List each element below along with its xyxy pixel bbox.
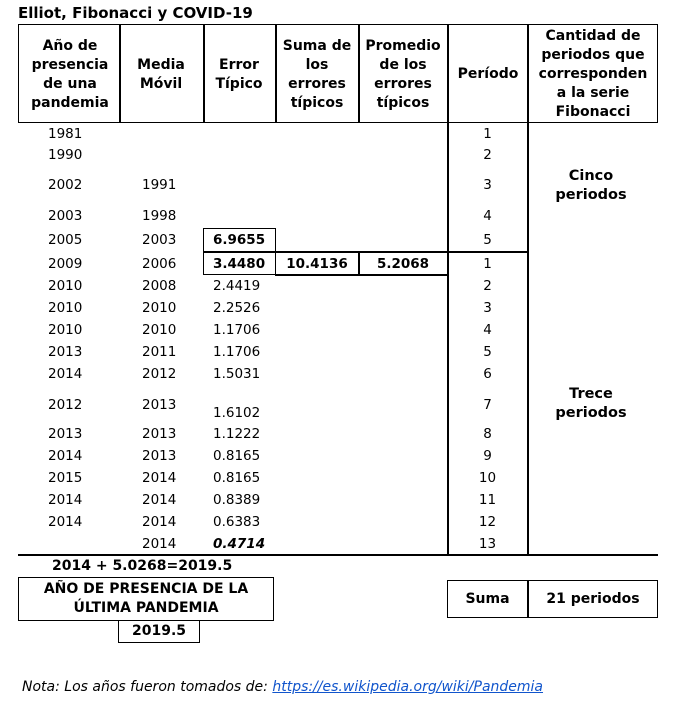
cell-year: 2015 (48, 470, 83, 486)
cell-year: 1981 (48, 126, 83, 142)
cell-period: 4 (483, 208, 492, 224)
header-divider (119, 24, 121, 123)
header-divider (527, 24, 529, 123)
suma-value: 21 periodos (546, 591, 640, 607)
table-title: Elliot, Fibonacci y COVID-19 (18, 4, 253, 22)
cell-year: 2014 (48, 448, 83, 464)
cell-err: 0.8389 (213, 492, 261, 508)
cell-ma: 2014 (142, 536, 177, 552)
cell-year: 2002 (48, 177, 83, 193)
header-divider (447, 24, 449, 123)
cell-ma: 2008 (142, 278, 177, 294)
cell-ma: 2013 (142, 426, 177, 442)
cell-ma: 2014 (142, 492, 177, 508)
cell-ma: 2012 (142, 366, 177, 382)
cell-year: 2014 (48, 514, 83, 530)
header-divider (358, 24, 360, 123)
cell-year: 2014 (48, 366, 83, 382)
fib-thirteen-label: Trece periodos (555, 386, 627, 421)
cell-period: 6 (483, 366, 492, 382)
header-divider (203, 24, 205, 123)
cell-period: 1 (483, 256, 492, 272)
cell-year: 2005 (48, 232, 83, 248)
fib-five-label: Cinco periodos (555, 168, 627, 203)
last-pandemic-label: AÑO DE PRESENCIA DE LA ÚLTIMA PANDEMIA (43, 581, 249, 616)
cell-ma: 2014 (142, 514, 177, 530)
header-moving-average: Media Móvil (137, 57, 185, 92)
cycle-separator (275, 251, 528, 253)
last-pandemic-value: 2019.5 (131, 623, 187, 639)
cell-period: 11 (478, 492, 497, 508)
cell-ma: 2006 (142, 256, 177, 272)
suma-label: Suma (465, 591, 510, 607)
cell-period: 13 (478, 536, 497, 552)
cell-year: 2013 (48, 344, 83, 360)
cell-ma: 2013 (142, 397, 177, 413)
cell-period: 8 (483, 426, 492, 442)
table-bottom-border (18, 554, 658, 556)
cell-period: 9 (483, 448, 492, 464)
cell-period: 3 (483, 177, 492, 193)
cell-ma: 1998 (142, 208, 177, 224)
average-errors-value: 5.2068 (376, 256, 430, 272)
cell-year: 2010 (48, 300, 83, 316)
cell-period: 12 (478, 514, 497, 530)
cell-err: 1.1222 (213, 426, 261, 442)
cell-err: 0.6383 (213, 514, 261, 530)
cell-period: 7 (483, 397, 492, 413)
cell-err: 2.4419 (213, 278, 261, 294)
cell-err: 3.4480 (213, 256, 266, 272)
cell-err: 1.6102 (213, 405, 261, 421)
cell-period: 3 (483, 300, 492, 316)
cell-period: 2 (483, 278, 492, 294)
header-fibonacci: Cantidad de periodos que corresponden a la serie Fibonacci (538, 28, 648, 120)
cell-ma: 2013 (142, 448, 177, 464)
cell-year: 2014 (48, 492, 83, 508)
header-year: Año de presencia de una pandemia (31, 38, 109, 111)
formula-text: 2014 + 5.0268=2019.5 (52, 558, 233, 574)
cell-err: 1.5031 (213, 366, 261, 382)
sum-errors-value: 10.4136 (286, 256, 348, 272)
cell-period: 5 (483, 232, 492, 248)
header-sum-errors: Suma de los errores típicos (282, 38, 352, 111)
header-period: Período (457, 66, 519, 82)
cell-period: 1 (483, 126, 492, 142)
header-average-errors: Promedio de los errores típicos (365, 38, 441, 111)
sum-avg-bottom (275, 274, 448, 276)
source-note (22, 679, 543, 695)
cell-err: 2.2526 (213, 300, 261, 316)
cell-period: 5 (483, 344, 492, 360)
cell-year: 1990 (48, 147, 83, 163)
note-prefix: Nota: Los años fueron tomados de: (22, 679, 273, 695)
cell-year: 2009 (48, 256, 83, 272)
cell-err: 1.1706 (213, 344, 261, 360)
cell-err: 0.8165 (213, 448, 261, 464)
period-right-border (527, 123, 529, 555)
cell-err: 6.9655 (213, 232, 266, 248)
cell-ma: 2003 (142, 232, 177, 248)
cell-ma: 2010 (142, 322, 177, 338)
source-link[interactable]: https://es.wikipedia.org/wiki/Pandemia (272, 679, 544, 695)
cell-period: 4 (483, 322, 492, 338)
cell-year: 2003 (48, 208, 83, 224)
cell-ma: 2011 (142, 344, 177, 360)
cell-err: 0.4714 (213, 536, 266, 552)
cell-ma: 2014 (142, 470, 177, 486)
cell-year: 2012 (48, 397, 83, 413)
header-standard-error: Error Típico (215, 57, 263, 92)
cell-err: 0.8165 (213, 470, 261, 486)
header-divider (275, 24, 277, 123)
cell-period: 10 (478, 470, 497, 486)
cell-err: 1.1706 (213, 322, 261, 338)
cell-year: 2010 (48, 322, 83, 338)
error-box-divider (203, 251, 276, 253)
cell-ma: 1991 (142, 177, 177, 193)
cell-year: 2010 (48, 278, 83, 294)
cell-period: 2 (483, 147, 492, 163)
cell-ma: 2010 (142, 300, 177, 316)
cell-year: 2013 (48, 426, 83, 442)
